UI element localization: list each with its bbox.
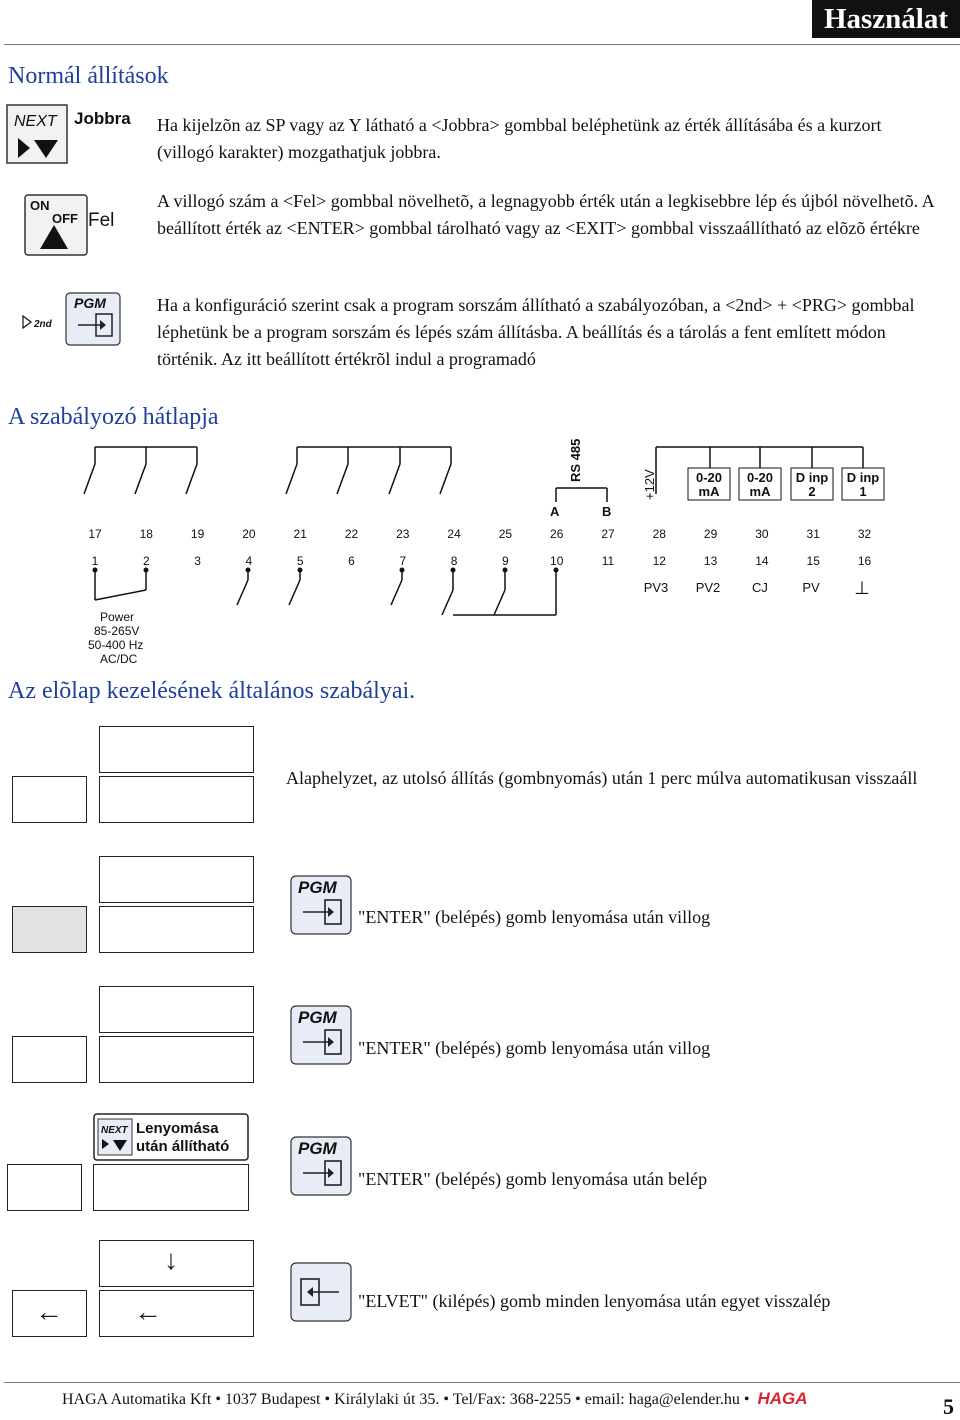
display-lower <box>99 1036 254 1083</box>
display-left <box>12 1036 87 1083</box>
section-title-backpanel: A szabályozó hátlapja <box>8 404 219 430</box>
section-title-normal: Normál állítások <box>8 63 169 89</box>
svg-text:mA: mA <box>749 484 771 499</box>
terminal-number: 14 <box>755 554 769 568</box>
terminal-number: 18 <box>139 527 153 541</box>
display-left-blinking <box>12 906 87 953</box>
terminal-number: 16 <box>857 554 872 568</box>
svg-text:után állítható: után állítható <box>136 1138 230 1155</box>
svg-text:NEXT: NEXT <box>101 1125 128 1136</box>
terminal-number: 31 <box>806 527 820 541</box>
terminal-number: 5 <box>296 554 304 568</box>
terminal-number: 19 <box>190 527 205 541</box>
pgm-enter-key-icon <box>289 874 353 941</box>
svg-text:NEXT: NEXT <box>14 113 57 130</box>
display-upper <box>99 726 254 773</box>
display-lower <box>99 776 254 823</box>
arrow-left-icon: ← <box>134 1297 162 1328</box>
svg-text:0-20: 0-20 <box>746 470 774 485</box>
pgm-enter-key-icon <box>289 1135 353 1202</box>
terminal-number: 13 <box>703 554 718 568</box>
terminal-number: 10 <box>550 554 564 568</box>
svg-text:PGM: PGM <box>74 295 106 311</box>
next-caption-key-icon <box>93 1113 249 1161</box>
terminal-number: 4 <box>245 554 253 568</box>
terminal-number: 21 <box>293 527 307 541</box>
svg-text:Power: Power <box>100 610 135 624</box>
terminal-number: 3 <box>194 554 201 568</box>
svg-text:PGM: PGM <box>298 1008 337 1027</box>
page-header-title: Használat <box>812 0 960 38</box>
terminal-number: 1 <box>91 554 99 568</box>
terminal-number: 2 <box>142 554 150 568</box>
svg-text:RS 485: RS 485 <box>568 438 583 482</box>
rule-text-2: "ENTER" (belépés) gomb lenyomása után villog <box>358 907 711 927</box>
rule-text-5: "ELVET" (kilépés) gomb minden lenyomása után egyet visszalép <box>358 1291 831 1311</box>
display-upper <box>99 856 254 903</box>
rule-text-3: "ENTER" (belépés) gomb lenyomása után villog <box>358 1038 711 1058</box>
display-lower <box>99 906 254 953</box>
page-number: 5 <box>943 1394 954 1419</box>
rule-text-4: "ENTER" (belépés) gomb lenyomása után belép <box>358 1169 708 1189</box>
svg-text:PGM: PGM <box>298 878 337 897</box>
terminal-number: 15 <box>806 554 820 568</box>
display-left <box>7 1164 82 1211</box>
svg-text:OFF: OFF <box>52 211 78 226</box>
display-upper <box>99 1240 254 1287</box>
terminal-number: 6 <box>348 554 355 568</box>
terminal-number: 32 <box>857 527 872 541</box>
svg-text:mA: mA <box>698 484 720 499</box>
terminal-number: 27 <box>601 527 615 541</box>
svg-text:⊥: ⊥ <box>854 578 870 598</box>
terminal-number: 8 <box>450 554 458 568</box>
svg-text:A: A <box>550 504 560 519</box>
arrow-left-icon: ← <box>35 1297 63 1328</box>
para-2nd-prg: Ha a konfiguráció szerint csak a program sorszám állítható a szabályozóban, a <2nd> + <PRG> gombbal léphetünk be a program sorszám és lépés szám állításba. A beállítás és a tárolás a fent említett módon történik. Az itt beállított értékrõl indul a programadó <box>157 295 915 369</box>
terminal-number: 24 <box>447 527 461 541</box>
svg-text:Fel: Fel <box>88 210 115 231</box>
svg-text:Lenyomása: Lenyomása <box>136 1120 219 1137</box>
terminal-number: 9 <box>502 554 509 568</box>
svg-text:D inp: D inp <box>795 470 829 485</box>
svg-text:2: 2 <box>808 484 816 499</box>
rule-text-1: Alaphelyzet, az utolsó állítás (gombnyomás) után 1 perc múlva automatikusan visszaáll <box>286 768 918 788</box>
terminal-number: 26 <box>550 527 564 541</box>
arrow-down-icon: ↓ <box>164 1245 178 1276</box>
pgm-enter-key-icon <box>289 1004 353 1071</box>
terminal-number: 29 <box>703 527 718 541</box>
display-left <box>12 776 87 823</box>
svg-text:85-265V: 85-265V <box>94 624 140 638</box>
terminal-number: 22 <box>344 527 359 541</box>
footer-text: HAGA Automatika Kft • 1037 Budapest • Királylaki út 35. • Tel/Fax: 368-2255 • email: haga@elender.hu • <box>62 1391 750 1408</box>
terminal-number: 25 <box>498 527 513 541</box>
onoff-key-icon <box>22 193 132 257</box>
exit-key-icon <box>289 1261 353 1328</box>
svg-text:ON: ON <box>30 198 50 213</box>
terminal-number: 11 <box>601 554 615 568</box>
display-upper <box>99 986 254 1033</box>
header-divider <box>4 44 960 45</box>
para-fel: A villogó szám a <Fel> gombbal növelhetõ, a legnagyobb érték után a legkisebbre lép és újból növelhetõ. A beállított érték az <ENTER> gombbal tárolható vagy az <EXIT> gombbal visszaállítható az elõzõ értékre <box>157 191 934 238</box>
display-lower <box>99 1290 254 1337</box>
terminal-number: 7 <box>399 554 407 568</box>
svg-text:PV: PV <box>802 580 820 595</box>
svg-text:B: B <box>602 504 612 519</box>
terminal-number: 12 <box>652 554 666 568</box>
backpanel-diagram <box>40 430 950 670</box>
terminal-number: 20 <box>242 527 256 541</box>
svg-text:Jobbra: Jobbra <box>74 109 131 128</box>
svg-text:+12V: +12V <box>642 469 657 500</box>
display-left <box>12 1290 87 1337</box>
svg-text:2nd: 2nd <box>34 319 52 330</box>
svg-text:0-20: 0-20 <box>695 470 723 485</box>
haga-logo: HAGA <box>757 1389 808 1408</box>
svg-text:PV2: PV2 <box>695 580 721 595</box>
svg-text:PGM: PGM <box>298 1139 337 1158</box>
footer-divider <box>4 1382 960 1383</box>
svg-text:50-400 Hz: 50-400 Hz <box>88 638 144 652</box>
section-title-rules: Az elõlap kezelésének általános szabályai. <box>8 678 416 704</box>
svg-text:CJ: CJ <box>752 580 768 595</box>
svg-text:1: 1 <box>859 484 867 499</box>
second-pgm-key-icon <box>20 292 124 348</box>
footer-address <box>62 1388 808 1411</box>
svg-text:D inp: D inp <box>846 470 880 485</box>
terminal-number: 30 <box>755 527 769 541</box>
terminal-number: 23 <box>396 527 410 541</box>
terminal-number: 28 <box>652 527 666 541</box>
terminal-number: 17 <box>88 527 102 541</box>
next-key-icon <box>6 104 140 166</box>
display-lower <box>93 1164 249 1211</box>
svg-text:AC/DC: AC/DC <box>100 652 138 666</box>
para-jobbra: Ha kijelzõn az SP vagy az Y látható a <Jobbra> gombbal beléphetünk az érték állításába és a kurzort (villogó karakter) mozgathatjuk jobbra. <box>157 115 882 162</box>
svg-text:PV3: PV3 <box>643 580 669 595</box>
